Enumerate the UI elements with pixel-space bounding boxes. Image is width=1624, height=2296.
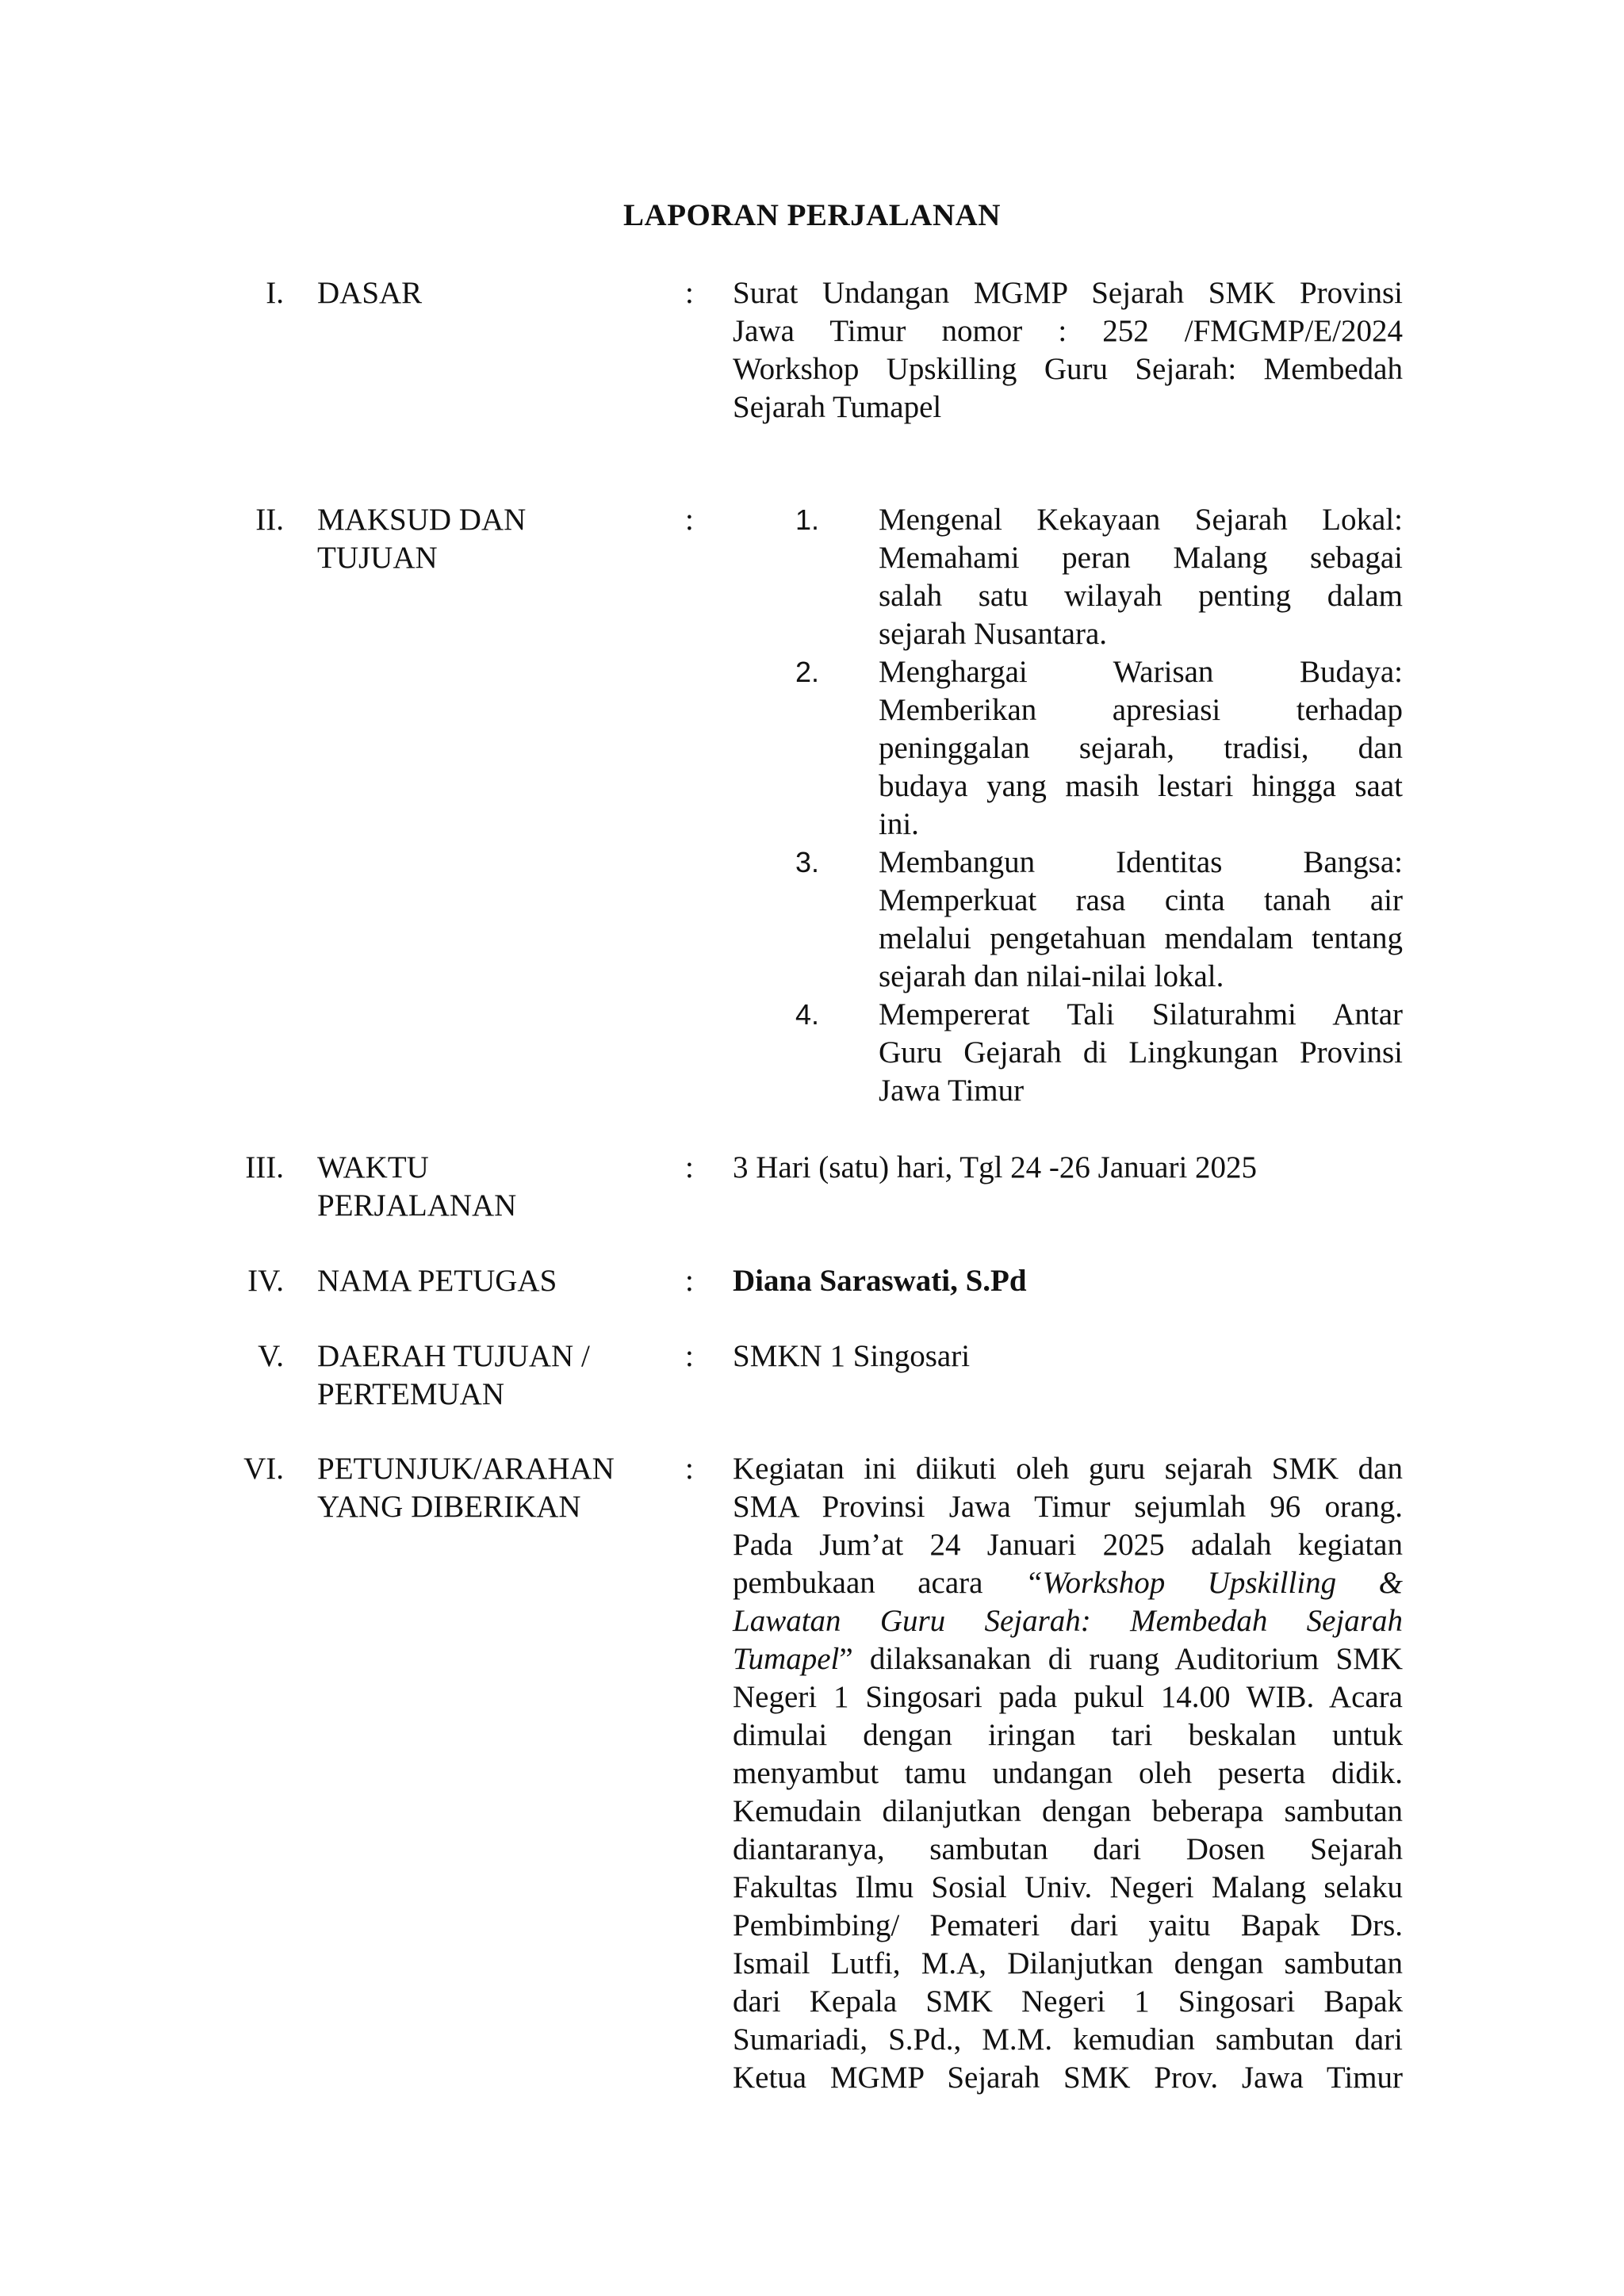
- goal-text: Membangun Identitas Bangsa: Memperkuat rasa cinta tanah air melalui pengetahuan mendalam tentang sejarah dan nilai-nilai lokal.: [879, 845, 1403, 993]
- document-title: LAPORAN PERJALANAN: [623, 198, 1001, 232]
- section-colon: :: [685, 1339, 694, 1373]
- section-label: DASAR: [317, 276, 423, 310]
- goal-text: Mempererat Tali Silaturahmi Antar Guru Gejarah di Lingkungan Provinsi Jawa Timur: [879, 997, 1403, 1108]
- section-number: I.: [266, 276, 284, 310]
- section-label: DAERAH TUJUAN / PERTEMUAN: [317, 1339, 590, 1411]
- goal-number: 1.: [795, 503, 820, 536]
- goal-number: 2.: [795, 656, 820, 688]
- section-colon: :: [685, 1150, 694, 1184]
- paragraph-line-mixed: pembukaan acara “Workshop Upskilling &: [733, 1566, 1403, 1600]
- goal-text: Mengenal Kekayaan Sejarah Lokal: Memahami peran Malang sebagai salah satu wilayah penting dalam sejarah Nusantara.: [879, 503, 1403, 651]
- section-label: WAKTU PERJALANAN: [317, 1150, 517, 1223]
- section-number: III.: [245, 1150, 284, 1184]
- section-value: SMKN 1 Singosari: [733, 1339, 971, 1373]
- section-number: VI.: [243, 1452, 284, 1486]
- section-number: II.: [255, 503, 284, 537]
- section-colon: :: [685, 276, 694, 310]
- report-paragraph: Kegiatan ini diikuti oleh guru sejarah SMK dan SMA Provinsi Jawa Timur sejumlah 96 orang. Pada Jum’at 24 Januari 2025 adalah kegiatan pembukaan acara “Workshop Upskilling & Lawatan Guru Sejarah: Membedah Sejarah Tumapel” dilaksanakan di ruang Auditorium SMK Negeri 1 Singosari pada pukul 14.00 WIB. Acara dimulai dengan iringan tari beskalan untuk menyambut tamu undangan oleh peserta didik. Kemudain dilanjutkan dengan beberapa sambutan diantaranya, sambutan dari Dosen Sejarah Fakultas Ilmu Sosial Univ. Negeri Malang selaku Pembimbing/ Pemateri dari yaitu Bapak Drs. Ismail Lutfi, M.A, Dilanjutkan dengan sambutan dari Kepala SMK Negeri 1 Singosari Bapak Sumariadi, S.Pd., M.M. kemudian sambutan dari Ketua MGMP Sejarah SMK Prov. Jawa Timur: [733, 1452, 1403, 2095]
- section-colon: :: [685, 1264, 694, 1298]
- section-number: IV.: [247, 1264, 284, 1298]
- section-label: NAMA PETUGAS: [317, 1264, 557, 1298]
- goal-text: Menghargai Warisan Budaya: Memberikan apresiasi terhadap peninggalan sejarah, tradisi, dan budaya yang masih lestari hingga saat ini.: [879, 655, 1403, 841]
- officer-name: Diana Saraswati, S.Pd: [733, 1264, 1027, 1298]
- section-colon: :: [685, 503, 694, 537]
- section-label: PETUNJUK/ARAHAN YANG DIBERIKAN: [317, 1452, 615, 1524]
- section-value: 3 Hari (satu) hari, Tgl 24 -26 Januari 2025: [733, 1150, 1258, 1184]
- section-value: Surat Undangan MGMP Sejarah SMK Provinsi Jawa Timur nomor : 252 /FMGMP/E/2024 Workshop Upskilling Guru Sejarah: Membedah Sejarah Tumapel: [733, 276, 1403, 424]
- paragraph-line-mixed: Tumapel” dilaksanakan di ruang Auditorium SMK: [733, 1642, 1403, 1676]
- section-number: V.: [258, 1339, 284, 1373]
- section-colon: :: [685, 1452, 694, 1486]
- goal-number: 4.: [795, 998, 820, 1031]
- section-label: MAKSUD DAN TUJUAN: [317, 503, 527, 575]
- goal-number: 3.: [795, 846, 820, 878]
